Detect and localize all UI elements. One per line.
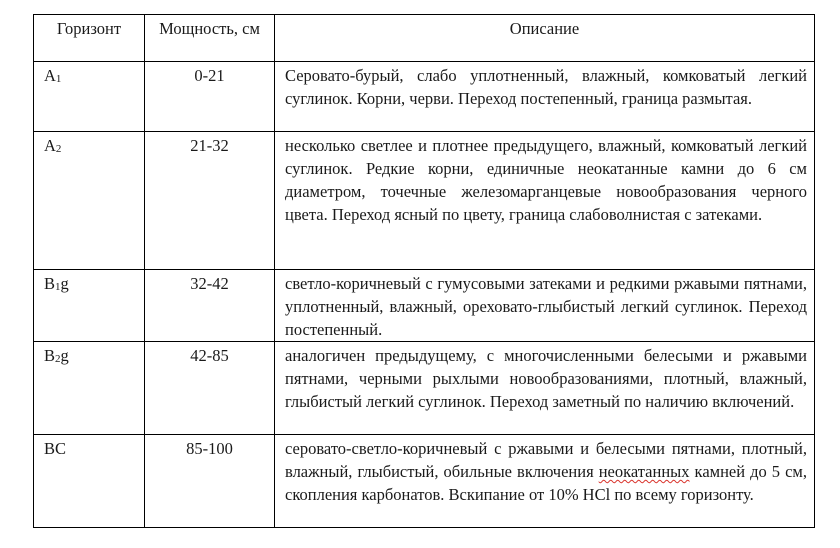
horizon-cell: BC — [34, 435, 145, 528]
header-description: Описание — [275, 15, 815, 62]
table-header-row — [34, 15, 815, 62]
table-row — [34, 342, 815, 435]
header-thickness: Мощность, см — [145, 15, 275, 62]
soil-profile-table — [33, 14, 815, 528]
table-row — [34, 62, 815, 132]
thickness-cell: 21-32 — [145, 132, 275, 270]
description-cell: несколько светлее и плотнее предыдущего, влажный, комковатый легкий суглинок. Редкие корни, единичные неокатанные камни до 6 см диаметром, точечные железомарганцевые новообразования черного цвета. Переход ясный по цвету, граница слабоволнистая с затеками. — [275, 132, 815, 270]
header-horizon: Горизонт — [34, 15, 145, 62]
horizon-cell: $A_1$ — [34, 62, 145, 132]
table-row — [34, 270, 815, 342]
table-row — [34, 132, 815, 270]
thickness-cell: 42-85 — [145, 342, 275, 435]
description-cell: серовато-светло-коричневый с ржавыми и белесыми пятнами, плотный, влажный, глыбистый, обильные включения неокатанных камней до 5 см, скопления карбонатов. Вскипание от 10% HCl по всему горизонту. — [275, 435, 815, 528]
table-row — [34, 435, 815, 528]
thickness-cell: 85-100 — [145, 435, 275, 528]
description-cell: аналогичен предыдущему, с многочисленными белесыми и ржавыми пятнами, черными рыхлыми новообразованиями, плотный, влажный, глыбистый легкий суглинок. Переход заметный по наличию включений. — [275, 342, 815, 435]
description-cell: светло-коричневый с гумусовыми затеками и редкими ржавыми пятнами, уплотненный, влажный, ореховато-глыбистый легкий суглинок. Переход постепенный. — [275, 270, 815, 342]
horizon-cell: $B_2g$ — [34, 342, 145, 435]
thickness-cell: 0-21 — [145, 62, 275, 132]
horizon-cell: $B_1g$ — [34, 270, 145, 342]
description-cell: Серовато-бурый, слабо уплотненный, влажный, комковатый легкий суглинок. Корни, черви. Переход постепенный, граница размытая. — [275, 62, 815, 132]
horizon-cell: $A_2$ — [34, 132, 145, 270]
spellcheck-flagged-word[interactable]: неокатанных — [598, 462, 690, 481]
thickness-cell: 32-42 — [145, 270, 275, 342]
